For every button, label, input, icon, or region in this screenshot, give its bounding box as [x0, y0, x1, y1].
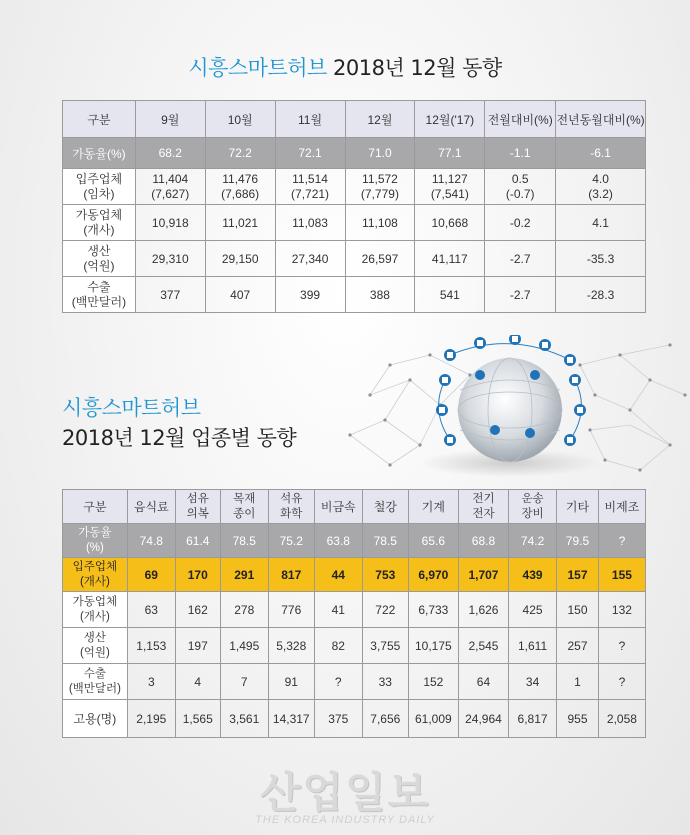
table-cell: 11,476 (7,686): [205, 169, 275, 205]
table-cell: 11,108: [345, 205, 415, 241]
table-cell: 170: [175, 558, 220, 592]
table-cell: 157: [557, 558, 599, 592]
table-cell: 150: [557, 592, 599, 628]
header-cell: 11월: [275, 101, 345, 138]
header-cell: 전년동월대비(%): [556, 101, 646, 138]
table-cell: 388: [345, 277, 415, 313]
table-row-tenants: [63, 169, 646, 205]
table-cell: 197: [175, 628, 220, 664]
table-cell: ?: [314, 664, 362, 700]
table-cell: 91: [268, 664, 314, 700]
table-row-utilization: [63, 524, 646, 558]
table-cell: 817: [268, 558, 314, 592]
table-cell: 6,733: [408, 592, 458, 628]
header-cell: 12월('17): [415, 101, 485, 138]
table-cell: 77.1: [415, 138, 485, 169]
table-cell: 162: [175, 592, 220, 628]
row-label: 생산 (억원): [63, 241, 136, 277]
table-header-row: [63, 490, 646, 524]
table-row-utilization: [63, 138, 646, 169]
title-rest: 2018년 12월 동향: [333, 56, 502, 80]
header-cell: 비금속: [314, 490, 362, 524]
table-cell: 78.5: [220, 524, 268, 558]
header-cell: 석유 화학: [268, 490, 314, 524]
header-cell: 목재 종이: [220, 490, 268, 524]
table-cell: 72.2: [205, 138, 275, 169]
table-cell: 68.8: [458, 524, 508, 558]
header-cell: 구분: [63, 490, 128, 524]
table-row-export: [63, 664, 646, 700]
table-cell: 257: [557, 628, 599, 664]
table-cell: 2,058: [598, 700, 645, 738]
table-cell: 64: [458, 664, 508, 700]
table-cell: -28.3: [556, 277, 646, 313]
table-cell: 278: [220, 592, 268, 628]
table-cell: -2.7: [485, 241, 556, 277]
table-cell: 11,404 (7,627): [135, 169, 205, 205]
table-cell: 955: [557, 700, 599, 738]
table-cell: 425: [509, 592, 557, 628]
table-cell: 26,597: [345, 241, 415, 277]
header-cell: 구분: [63, 101, 136, 138]
table-cell: 41,117: [415, 241, 485, 277]
table-row-production: [63, 628, 646, 664]
table-cell: ?: [598, 628, 645, 664]
header-cell: 전월대비(%): [485, 101, 556, 138]
row-label: 고용(명): [63, 700, 128, 738]
table-cell: 4: [175, 664, 220, 700]
network-globe-graphic: [330, 335, 690, 485]
table-cell: 82: [314, 628, 362, 664]
row-label: 수출 (백만달러): [63, 277, 136, 313]
table-cell: 3,561: [220, 700, 268, 738]
watermark: [0, 760, 690, 826]
table-cell: 439: [509, 558, 557, 592]
table-cell: 3,755: [362, 628, 408, 664]
row-label: 수출 (백만달러): [63, 664, 128, 700]
table-row-production: [63, 241, 646, 277]
watermark-logo: 산업일보: [259, 768, 431, 817]
table-cell: 63.8: [314, 524, 362, 558]
table-cell: 776: [268, 592, 314, 628]
table-cell: 11,083: [275, 205, 345, 241]
table-cell: -2.7: [485, 277, 556, 313]
table-cell: 29,150: [205, 241, 275, 277]
table-cell: 541: [415, 277, 485, 313]
network-globe-icon: [330, 335, 690, 485]
table-cell: 132: [598, 592, 645, 628]
table-cell: 14,317: [268, 700, 314, 738]
header-cell: 운송 장비: [509, 490, 557, 524]
table-cell: 375: [314, 700, 362, 738]
table-cell: 4.0 (3.2): [556, 169, 646, 205]
table-cell: 44: [314, 558, 362, 592]
table-cell: 2,195: [127, 700, 175, 738]
table-cell: 78.5: [362, 524, 408, 558]
table-cell: 11,572 (7,779): [345, 169, 415, 205]
row-label: 가동업체 (개사): [63, 592, 128, 628]
header-cell: 음식료: [127, 490, 175, 524]
table-cell: 399: [275, 277, 345, 313]
table-cell: 1,495: [220, 628, 268, 664]
subtitle-brand: 시흥스마트허브: [62, 396, 201, 420]
table-cell: -1.1: [485, 138, 556, 169]
table-cell: 377: [135, 277, 205, 313]
table-cell: 11,127 (7,541): [415, 169, 485, 205]
table-cell: 1,153: [127, 628, 175, 664]
table-cell: 6,970: [408, 558, 458, 592]
header-cell: 9월: [135, 101, 205, 138]
table-cell: 79.5: [557, 524, 599, 558]
table-cell: -35.3: [556, 241, 646, 277]
table-cell: 71.0: [345, 138, 415, 169]
table-cell: 69: [127, 558, 175, 592]
table-cell: 152: [408, 664, 458, 700]
table-cell: 63: [127, 592, 175, 628]
header-cell: 기계: [408, 490, 458, 524]
table-cell: 291: [220, 558, 268, 592]
title-monthly-trend: [0, 52, 690, 82]
table-cell: 65.6: [408, 524, 458, 558]
row-label: 가동업체 (개사): [63, 205, 136, 241]
table-cell: 41: [314, 592, 362, 628]
table-cell: 2,545: [458, 628, 508, 664]
table-cell: 1,707: [458, 558, 508, 592]
table-cell: 7: [220, 664, 268, 700]
table-cell: 68.2: [135, 138, 205, 169]
title-highlight: 시흥스마트허브: [188, 56, 327, 80]
row-label: 생산 (억원): [63, 628, 128, 664]
table-cell: 72.1: [275, 138, 345, 169]
industry-trend-table: [62, 489, 646, 738]
table-cell: 10,668: [415, 205, 485, 241]
subtitle-industry-trend: 2018년 12월 업종별 동향: [62, 426, 297, 450]
table-cell: 1: [557, 664, 599, 700]
table-cell: 11,514 (7,721): [275, 169, 345, 205]
header-cell: 섬유 의복: [175, 490, 220, 524]
table-cell: 74.8: [127, 524, 175, 558]
table-cell: ?: [598, 664, 645, 700]
table-cell: 61,009: [408, 700, 458, 738]
row-label: 입주업체 (개사): [63, 558, 128, 592]
header-cell: 비제조: [598, 490, 645, 524]
row-label: 가동율 (%): [63, 524, 128, 558]
table-cell: 33: [362, 664, 408, 700]
table-row-operating: [63, 592, 646, 628]
monthly-trend-table: [62, 100, 646, 313]
table-cell: 10,918: [135, 205, 205, 241]
table-cell: 75.2: [268, 524, 314, 558]
header-cell: 12월: [345, 101, 415, 138]
table-cell: 29,310: [135, 241, 205, 277]
table-row-employment: [63, 700, 646, 738]
table-cell: -0.2: [485, 205, 556, 241]
table-cell: 11,021: [205, 205, 275, 241]
header-cell: 전기 전자: [458, 490, 508, 524]
table-cell: 61.4: [175, 524, 220, 558]
table-cell: 24,964: [458, 700, 508, 738]
row-label: 입주업체 (임차): [63, 169, 136, 205]
table-cell: 34: [509, 664, 557, 700]
watermark-subtitle: THE KOREA INDUSTRY DAILY: [255, 814, 435, 826]
table-cell: 407: [205, 277, 275, 313]
header-cell: 10월: [205, 101, 275, 138]
table-cell: 10,175: [408, 628, 458, 664]
table-cell: 753: [362, 558, 408, 592]
table-cell: 6,817: [509, 700, 557, 738]
table-cell: 4.1: [556, 205, 646, 241]
table-cell: 5,328: [268, 628, 314, 664]
table-cell: -6.1: [556, 138, 646, 169]
table-cell: 74.2: [509, 524, 557, 558]
table-cell: ?: [598, 524, 645, 558]
table-cell: 1,611: [509, 628, 557, 664]
table-cell: 0.5 (-0.7): [485, 169, 556, 205]
header-cell: 철강: [362, 490, 408, 524]
table-header-row: [63, 101, 646, 138]
table-cell: 7,656: [362, 700, 408, 738]
table-cell: 27,340: [275, 241, 345, 277]
table-row-tenants: [63, 558, 646, 592]
table-cell: 1,565: [175, 700, 220, 738]
table-cell: 1,626: [458, 592, 508, 628]
row-label: 가동율(%): [63, 138, 136, 169]
table-row-export: [63, 277, 646, 313]
table-row-operating: [63, 205, 646, 241]
table-cell: 155: [598, 558, 645, 592]
header-cell: 기타: [557, 490, 599, 524]
table-cell: 3: [127, 664, 175, 700]
table-cell: 722: [362, 592, 408, 628]
